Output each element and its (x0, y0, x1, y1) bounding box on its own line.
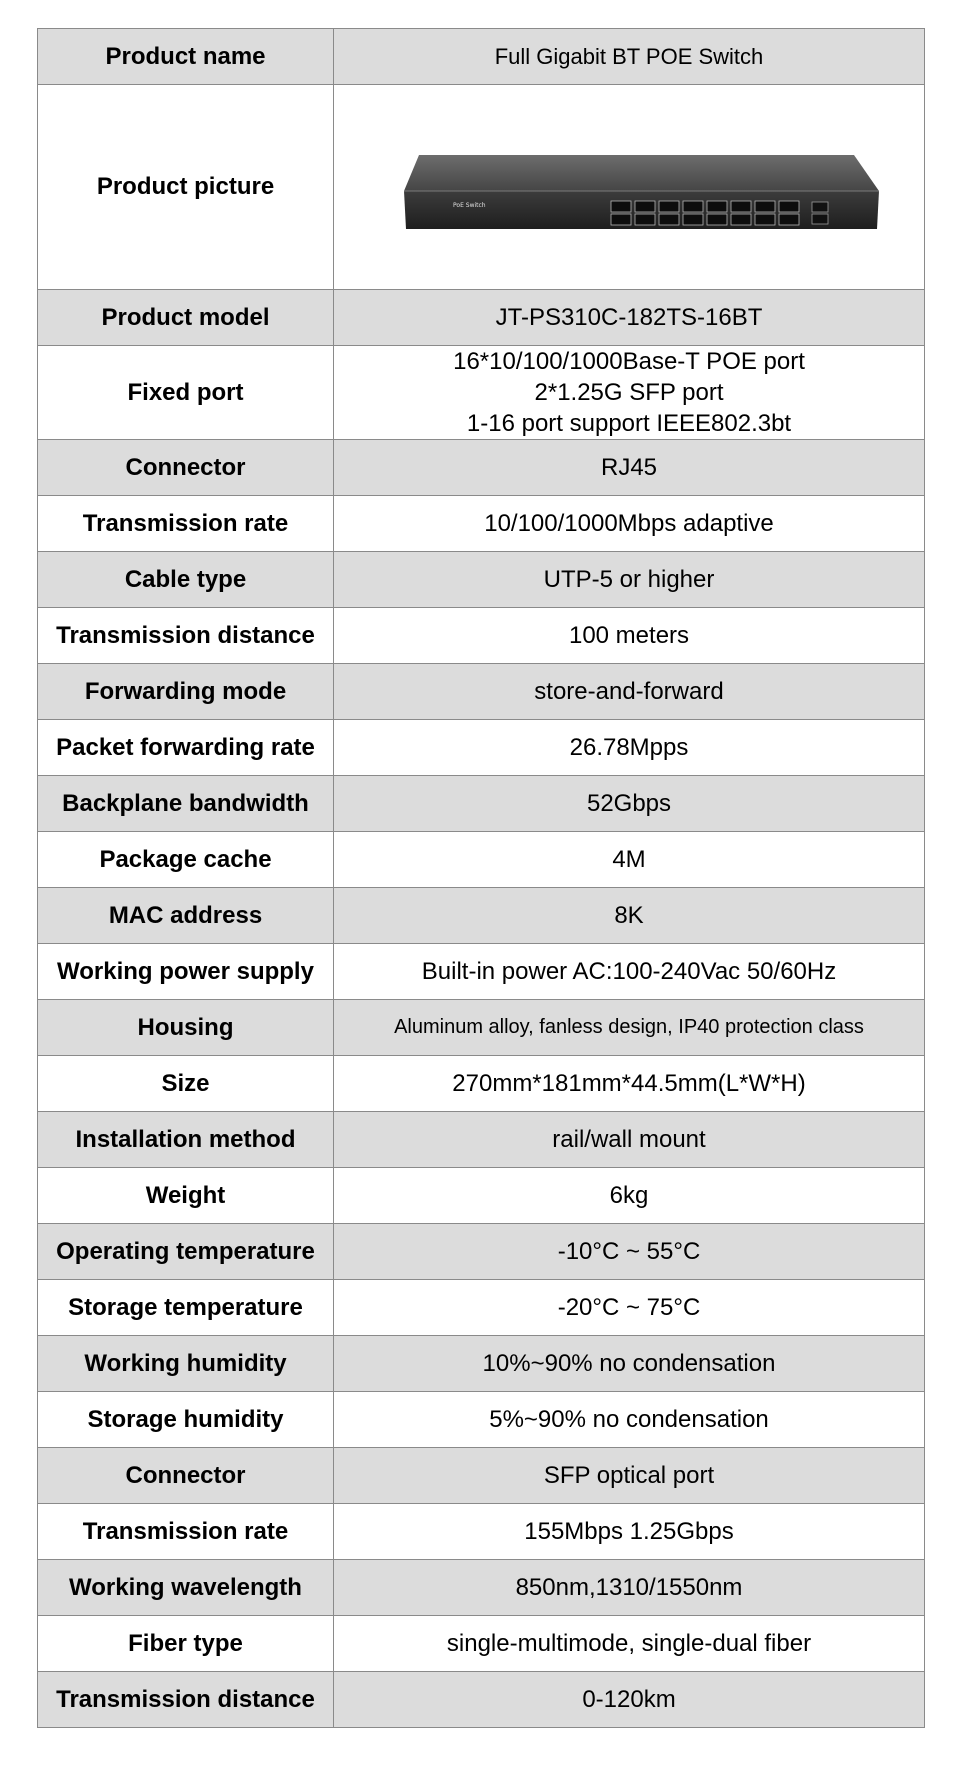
row-label: Packet forwarding rate (38, 720, 334, 776)
row-label: Weight (38, 1168, 334, 1224)
row-label: Working humidity (38, 1336, 334, 1392)
spec-row (38, 664, 925, 720)
row-fixed-port (38, 346, 925, 440)
row-value: 0-120km (334, 1672, 925, 1728)
spec-row (38, 1336, 925, 1392)
row-label: Transmission distance (38, 1672, 334, 1728)
fixed-port-line: 1-16 port support IEEE802.3bt (466, 410, 792, 437)
switch-front-label: PoE Switch (453, 202, 486, 209)
row-value: 52Gbps (334, 776, 925, 832)
row-label: Installation method (38, 1112, 334, 1168)
spec-row (38, 776, 925, 832)
row-value: 8K (334, 888, 925, 944)
spec-row (38, 1672, 925, 1728)
spec-rows (38, 440, 925, 1728)
spec-row (38, 944, 925, 1000)
row-label: Fiber type (38, 1616, 334, 1672)
spec-row (38, 496, 925, 552)
fixed-port-line: 16*10/100/1000Base-T POE port (453, 348, 805, 375)
row-label: Working wavelength (38, 1560, 334, 1616)
product-picture-cell (334, 85, 925, 290)
row-value: 270mm*181mm*44.5mm(L*W*H) (334, 1056, 925, 1112)
row-value: 10/100/1000Mbps adaptive (334, 496, 925, 552)
row-label: Storage humidity (38, 1392, 334, 1448)
row-value: Full Gigabit BT POE Switch (334, 29, 925, 85)
spec-row (38, 552, 925, 608)
row-value: Aluminum alloy, fanless design, IP40 protection class (334, 1000, 925, 1056)
row-value (334, 346, 925, 440)
rj45-port (683, 214, 703, 225)
row-label: Forwarding mode (38, 664, 334, 720)
fixed-port-line: 2*1.25G SFP port (534, 379, 724, 406)
row-label: Cable type (38, 552, 334, 608)
spec-row (38, 1224, 925, 1280)
rj45-port (659, 201, 679, 212)
row-label: Package cache (38, 832, 334, 888)
row-value: 100 meters (334, 608, 925, 664)
spec-row (38, 1280, 925, 1336)
row-value: -10°C ~ 55°C (334, 1224, 925, 1280)
spec-table (37, 28, 925, 1728)
spec-row (38, 1112, 925, 1168)
row-label: MAC address (38, 888, 334, 944)
rj45-port (731, 201, 751, 212)
row-label: Storage temperature (38, 1280, 334, 1336)
spec-row (38, 1000, 925, 1056)
spec-row (38, 1616, 925, 1672)
rj45-port (635, 214, 655, 225)
row-value: rail/wall mount (334, 1112, 925, 1168)
row-value: -20°C ~ 75°C (334, 1280, 925, 1336)
row-label: Connector (38, 440, 334, 496)
sfp-port (812, 202, 828, 212)
spec-row (38, 1560, 925, 1616)
row-label: Product model (38, 290, 334, 346)
row-product-name (38, 29, 925, 85)
row-value: Built-in power AC:100-240Vac 50/60Hz (334, 944, 925, 1000)
rj45-port (779, 214, 799, 225)
rj45-port (779, 201, 799, 212)
spec-row (38, 888, 925, 944)
row-value: 4M (334, 832, 925, 888)
row-value: UTP-5 or higher (334, 552, 925, 608)
row-label: Working power supply (38, 944, 334, 1000)
row-label: Transmission rate (38, 496, 334, 552)
rj45-port (755, 201, 775, 212)
rj45-port (707, 201, 727, 212)
row-value: 850nm,1310/1550nm (334, 1560, 925, 1616)
row-value: 26.78Mpps (334, 720, 925, 776)
row-label: Connector (38, 1448, 334, 1504)
rj45-port (707, 214, 727, 225)
row-value: 6kg (334, 1168, 925, 1224)
spec-row (38, 1392, 925, 1448)
rj45-port (659, 214, 679, 225)
spec-row (38, 1504, 925, 1560)
row-label: Housing (38, 1000, 334, 1056)
row-product-model (38, 290, 925, 346)
row-label: Transmission rate (38, 1504, 334, 1560)
row-label: Product name (38, 29, 334, 85)
row-label: Backplane bandwidth (38, 776, 334, 832)
spec-row (38, 1168, 925, 1224)
spec-row (38, 720, 925, 776)
row-label: Operating temperature (38, 1224, 334, 1280)
rj45-port (635, 201, 655, 212)
row-value: 155Mbps 1.25Gbps (334, 1504, 925, 1560)
rj45-port (611, 214, 631, 225)
switch-image (349, 127, 909, 247)
spec-row (38, 608, 925, 664)
row-product-picture (38, 85, 925, 290)
row-label: Transmission distance (38, 608, 334, 664)
row-value: RJ45 (334, 440, 925, 496)
row-label: Product picture (38, 85, 334, 290)
rj45-port (683, 201, 703, 212)
spec-row (38, 440, 925, 496)
spec-row (38, 1448, 925, 1504)
row-value: SFP optical port (334, 1448, 925, 1504)
switch-top (404, 155, 879, 191)
row-label: Size (38, 1056, 334, 1112)
rj45-port (755, 214, 775, 225)
spec-row (38, 832, 925, 888)
row-value: single-multimode, single-dual fiber (334, 1616, 925, 1672)
row-value: 10%~90% no condensation (334, 1336, 925, 1392)
row-value: store-and-forward (334, 664, 925, 720)
row-label: Fixed port (38, 346, 334, 440)
row-value: JT-PS310C-182TS-16BT (334, 290, 925, 346)
row-value: 5%~90% no condensation (334, 1392, 925, 1448)
sfp-port (812, 214, 828, 224)
rj45-port (731, 214, 751, 225)
rj45-port (611, 201, 631, 212)
spec-row (38, 1056, 925, 1112)
